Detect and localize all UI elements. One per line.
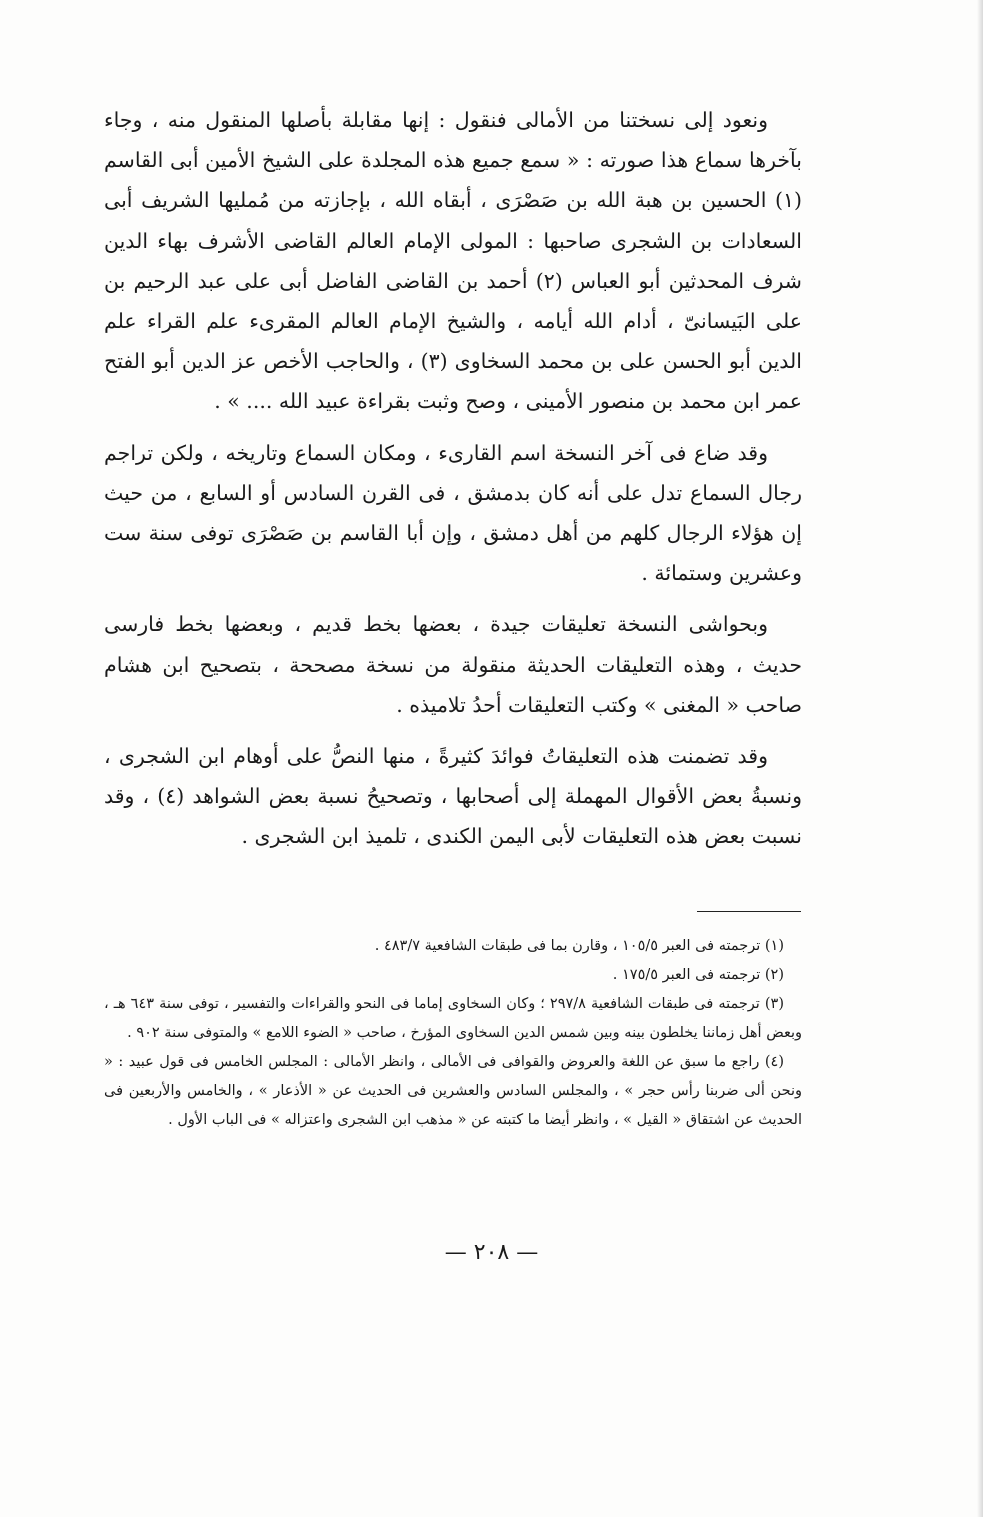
paragraph-2: وقد ضاع فى آخر النسخة اسم القارىء ، ومكان السماع وتاريخه ، ولكن تراجم رجال السماع تدل على أنه كان بدمشق ، فى القرن السادس أو السابع ، من حيث إن هؤلاء الرجال كلهم من أهل دمشق ، وإن أبا القاسم بن صَصْرَى توفى سنة ست وعشرين وستمائة . (104, 440, 802, 586)
page-number: — ٢٠٨ — (444, 1240, 539, 1265)
paragraph-4: وقد تضمنت هذه التعليقاتُ فوائدَ كثيرةً ، منها النصُّ على أوهام ابن الشجرى ، ونسبةُ بعض الأقوال المهملة إلى أصحابها ، وتصحيحُ نسبة بعض الشواهد (٤) ، وقد نسبت بعض هذه التعليقات لأبى اليمن الكندى ، تلميذ ابن الشجرى . (104, 744, 803, 849)
paragraph-1: ونعود إلى نسختنا من الأمالى فنقول : إنها مقابلة بأصلها المنقول منه ، وجاء بآخرها سماع هذا صورته : « سمع جميع هذه المجلدة على الشيخ الأمين أبى القاسم (١) الحسين بن هبة الله بن صَصْرَى ، أبقاه الله ، بإجازته من مُمليها الشريف أبى السعادات بن الشجرى صاحبها : المولى الإمام العالم القاضى الأشرف بهاء الدين شرف المحدثين أبو العباس (٢) أحمد بن القاضى الفاضل أبى على عبد الرحيم بن على البَيسانىّ ، أدام الله أيامه ، والشيخ الإمام العالم المقرىء علم القراء علم الدين أبو الحسن على بن محمد السخاوى (٣) ، والحاجب الأخص عز الدين أبو الفتح عمر ابن محمد بن منصور الأمينى ، وصح وثبت بقراءة عبيد الله .... » . (104, 108, 802, 414)
footnotes (104, 932, 802, 1135)
footnote-3: (٣) ترجمته فى طبقات الشافعية ٢٩٧/٨ ؛ وكان السخاوى إماما فى النحو والقراءات والتفسير ، توفى سنة ٦٤٣ هـ ، وبعض أهل زماننا يخلطون بينه وبين شمس الدين السخاوى المؤرخ ، صاحب « الضوء اللامع » والمتوفى سنة ٩٠٢ . (104, 996, 802, 1041)
footnote-2: (٢) ترجمته فى العبر ١٧٥/٥ . (612, 967, 784, 983)
footnote-1: (١) ترجمته فى العبر ١٠٥/٥ ، وقارن بما فى طبقات الشافعية ٤٨٣/٧ . (374, 938, 784, 954)
main-text (104, 100, 802, 857)
paragraph-3: وبحواشى النسخة تعليقات جيدة ، بعضها بخط قديم ، وبعضها بخط فارسى حديث ، وهذه التعليقات الحديثة منقولة من نسخة مصححة ، بتصحيح ابن هشام صاحب « المغنى » وكتب التعليقات أحدُ تلاميذه . (104, 612, 802, 717)
page-edge-shadow (977, 0, 983, 1517)
footnote-separator (697, 911, 801, 912)
footnote-4: (٤) راجع ما سبق عن اللغة والعروض والقوافى فى الأمالى ، وانظر الأمالى : المجلس الخامس فى قول عبيد : « ونحن ألى ضربنا رأس حجر » ، والمجلس السادس والعشرين فى الحديث عن « الأذعار » ، والخامس والأربعين فى الحديث عن اشتقاق « القيل » ، وانظر أيضا ما كتبته عن « مذهب ابن الشجرى واعتزاله » فى الباب الأول . (104, 1054, 802, 1128)
